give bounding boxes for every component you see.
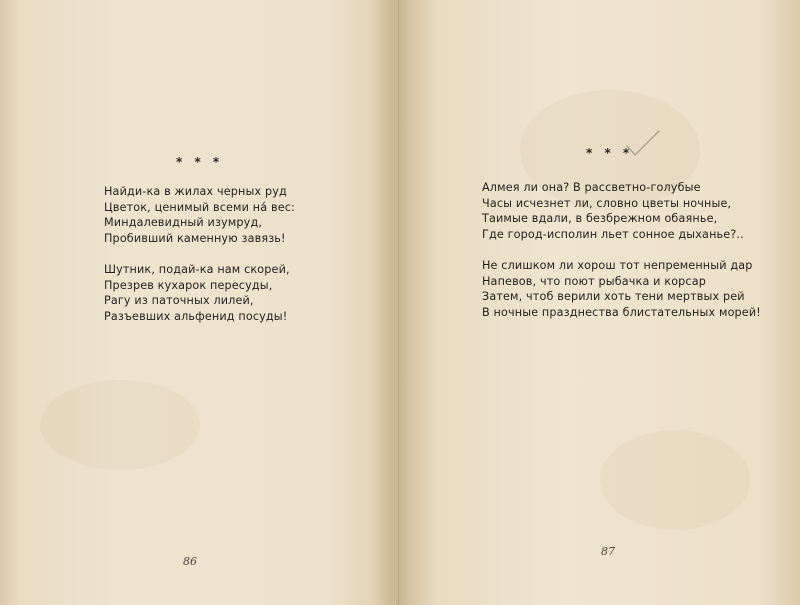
poem-line: Где город-исполин льет сонное дыханье?.. [482, 228, 744, 242]
book-gutter [398, 0, 399, 605]
right-page-number: 87 [601, 545, 615, 558]
left-page-number: 86 [183, 555, 197, 568]
right-stanza-2 [482, 258, 761, 321]
left-stanza-1 [104, 184, 295, 247]
poem-line: Затем, чтоб верили хоть тени мертвых рей [482, 290, 745, 304]
poem-line: Не слишком ли хорош тот непременный дар [482, 258, 753, 272]
right-poem [482, 180, 761, 336]
poem-line: Пробивший каменную завязь! [104, 232, 286, 246]
poem-line: Разъевших альфенид посуды! [104, 309, 288, 323]
pencil-checkmark-icon [623, 128, 663, 158]
poem-line: Презрев кухарок пересуды, [104, 278, 273, 292]
left-stanza-2 [104, 262, 295, 325]
poem-line: Напевов, что поют рыбачка и корсар [482, 274, 706, 288]
poem-line: Часы исчезнет ли, словно цветы ночные, [482, 196, 732, 210]
left-poem [104, 184, 295, 340]
poem-line: В ночные празднества блистательных морей! [482, 305, 761, 319]
poem-line: Найди-ка в жилах черных руд [104, 185, 287, 198]
left-page [0, 0, 395, 605]
poem-line: Алмея ли она? В рассветно-голубые [482, 181, 701, 194]
poem-line: Шутник, подай-ка нам скорей, [104, 262, 290, 276]
right-section-separator: * * * [586, 146, 634, 160]
poem-line: Рагу из паточных лилей, [104, 294, 254, 308]
left-section-separator: * * * [176, 155, 224, 169]
right-stanza-1 [482, 180, 761, 243]
poem-line: Цветок, ценимый всеми на́ вес: [104, 200, 295, 214]
right-page [405, 0, 800, 605]
poem-line: Миндалевидный изумруд, [104, 216, 263, 230]
poem-line: Таимые вдали, в безбрежном обаянье, [482, 212, 718, 226]
